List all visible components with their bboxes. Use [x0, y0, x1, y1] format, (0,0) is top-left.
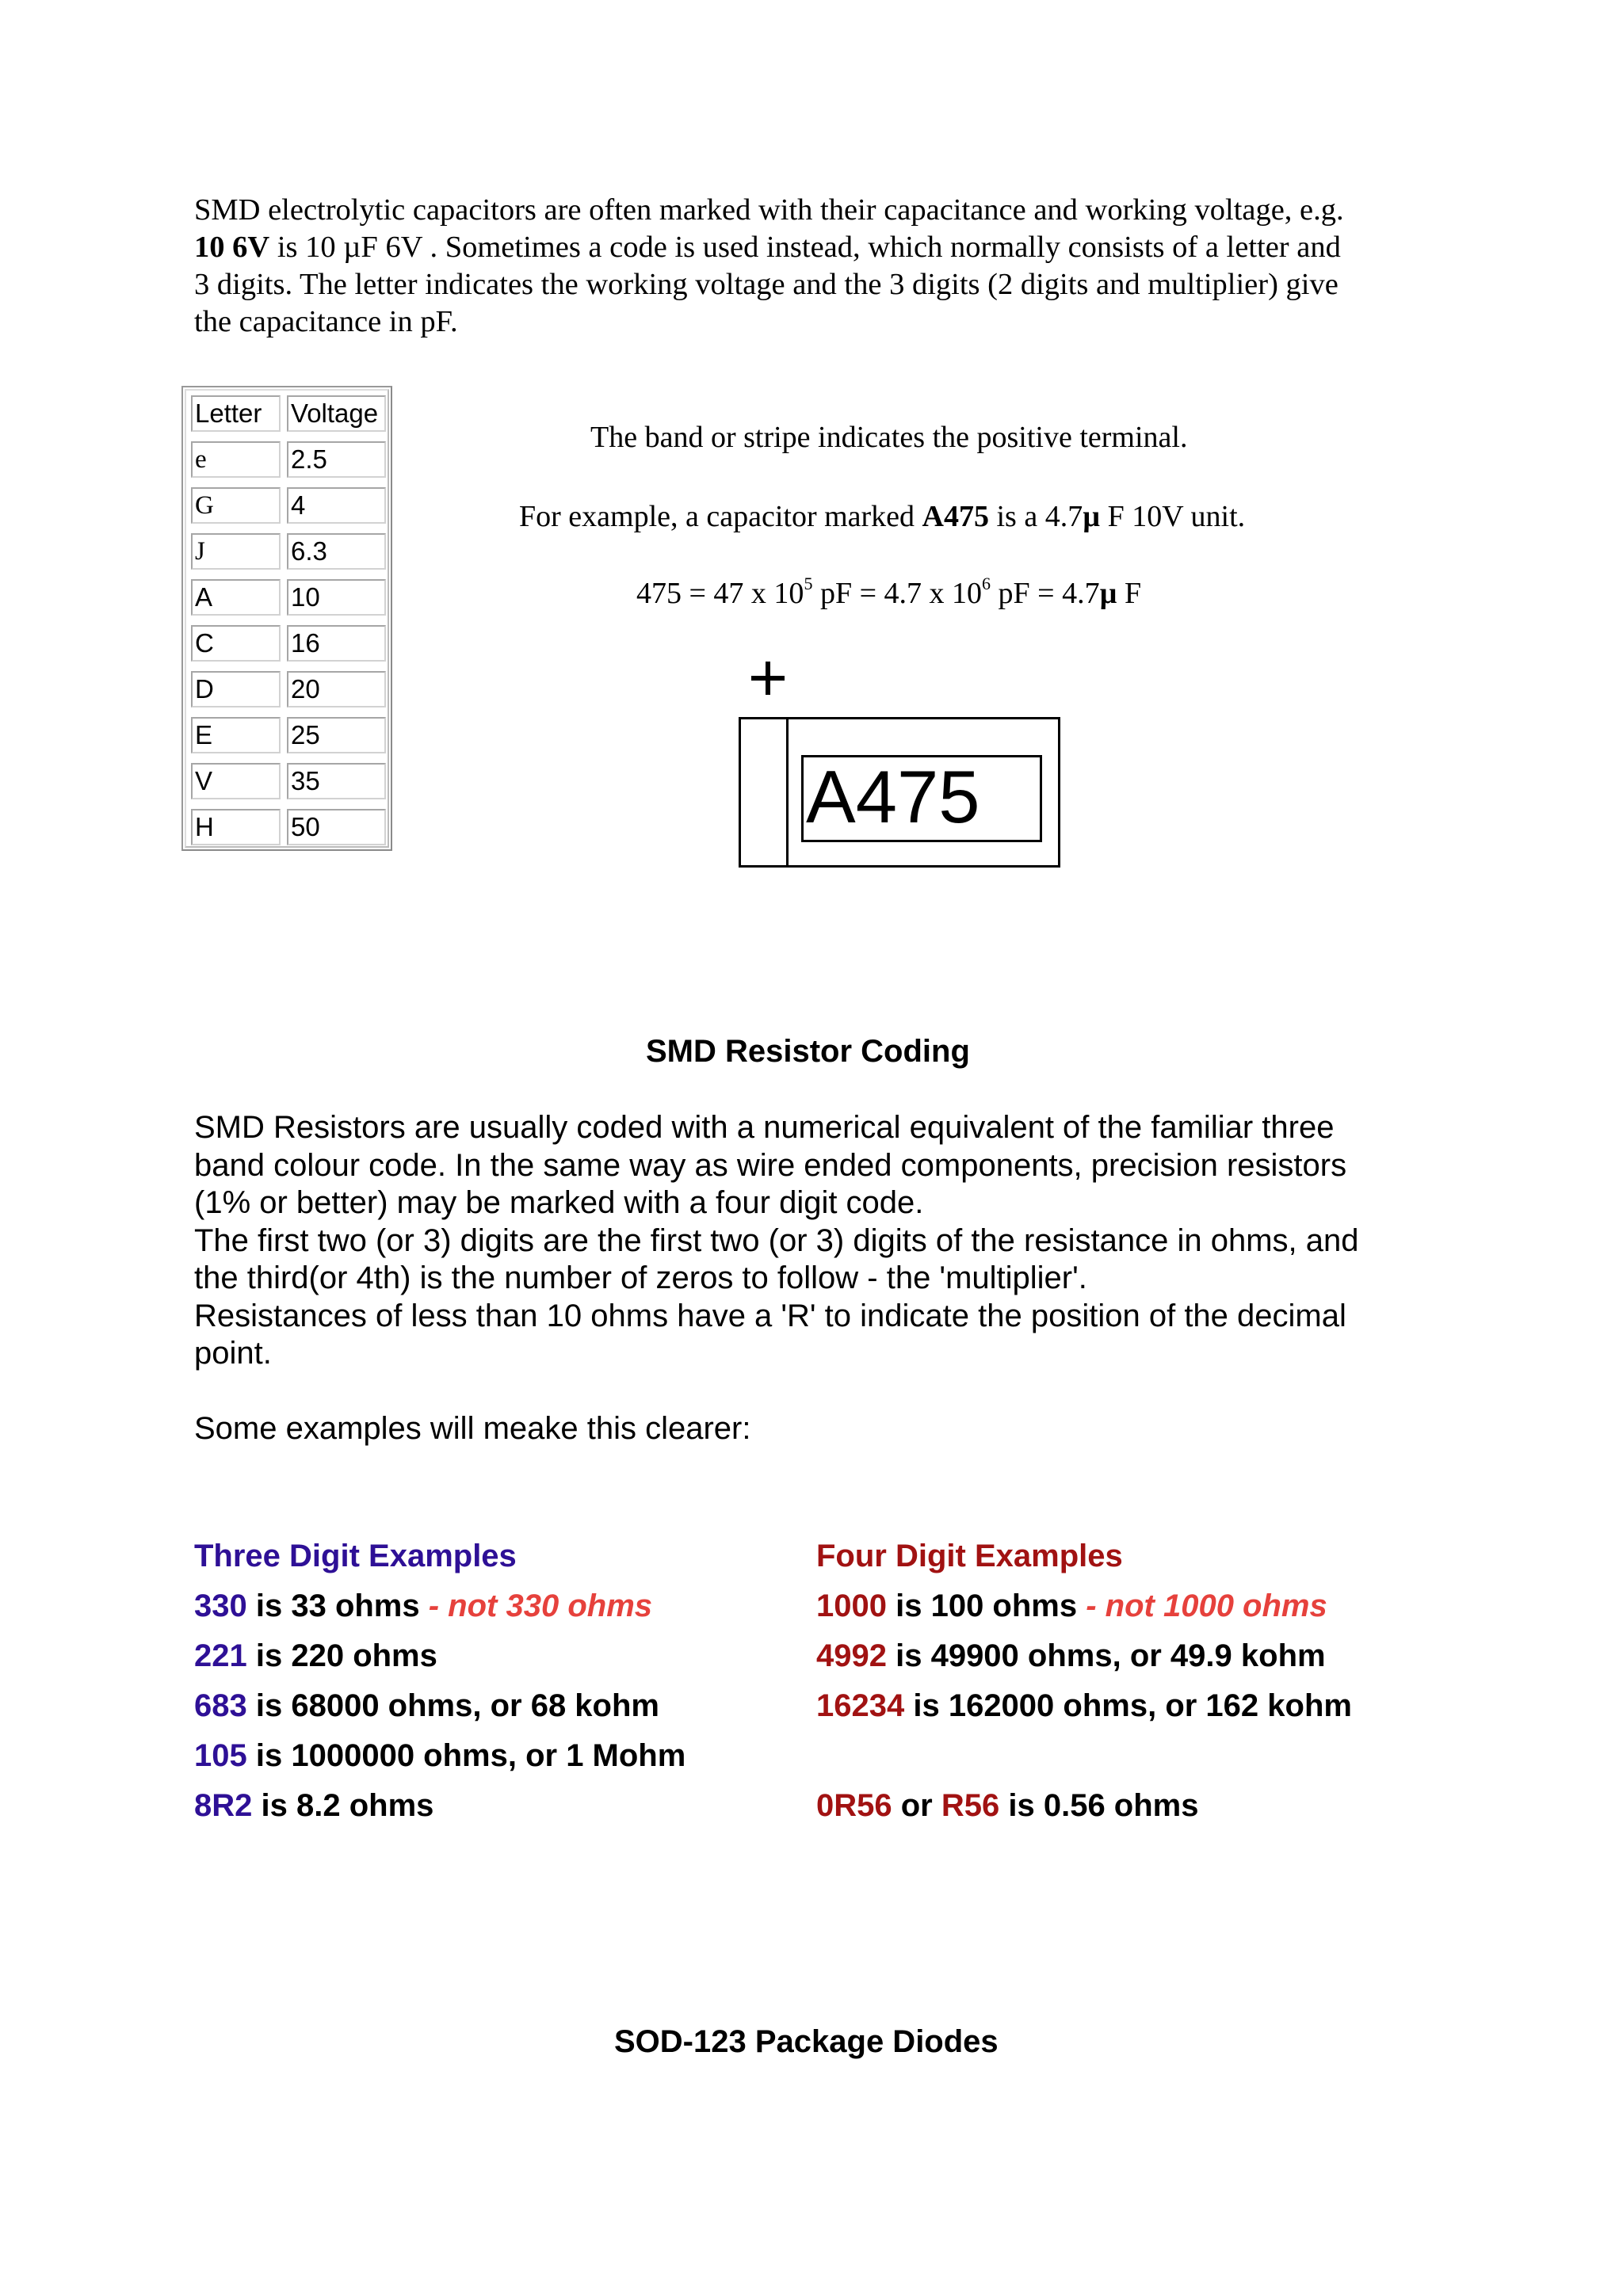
table-header-letter: Letter: [191, 395, 281, 432]
example-code: 683: [194, 1688, 247, 1723]
capacitor-example: [519, 499, 1245, 534]
example-code: R56: [941, 1788, 1000, 1823]
micro-symbol: µ: [1083, 500, 1101, 533]
table-row: [191, 717, 386, 753]
table-row: [191, 625, 386, 662]
three-digit-title: Three Digit Examples: [194, 1539, 517, 1573]
example-line: [816, 1687, 1352, 1737]
example-value: is 162000 ohms, or 162 kohm: [904, 1688, 1352, 1723]
table-header-voltage: Voltage: [287, 395, 386, 432]
example-line: [816, 1637, 1352, 1687]
example-line: [194, 1637, 685, 1687]
table-cell-letter: G: [191, 487, 281, 524]
diodes-heading: SOD-123 Package Diodes: [614, 2024, 999, 2059]
example-line: [816, 1587, 1352, 1637]
table-row: [191, 487, 386, 524]
intro-example-code: 10 6V: [194, 231, 270, 264]
example-connector: or: [892, 1788, 941, 1823]
example-text: F 10V unit.: [1100, 500, 1246, 533]
table-cell-letter: J: [191, 533, 281, 570]
paragraph-line: the third(or 4th) is the number of zeros to follow - the 'multiplier'.: [194, 1261, 1087, 1295]
paragraph-line: The first two (or 3) digits are the first two (or 3) digits of the resistance in ohms, and: [194, 1222, 1359, 1258]
table-cell-letter: E: [191, 717, 281, 753]
example-code: 1000: [816, 1589, 887, 1623]
example-note: - not 1000 ohms: [1077, 1589, 1327, 1623]
table-row: [191, 441, 386, 478]
table-row: [191, 763, 386, 799]
three-digit-examples: [194, 1537, 685, 1836]
table-cell-voltage: 25: [287, 717, 386, 753]
example-note: - not 330 ohms: [419, 1589, 653, 1623]
example-line: [194, 1737, 685, 1787]
example-code: 105: [194, 1738, 247, 1773]
paragraph-line: Resistances of less than 10 ohms have a 'R' to indicate the position of the decimal: [194, 1298, 1346, 1333]
capacitance-formula: [636, 576, 1141, 611]
table-cell-letter: C: [191, 625, 281, 662]
table-header-row: [191, 395, 386, 432]
example-code: 221: [194, 1638, 247, 1673]
table-row: [191, 579, 386, 616]
table-cell-voltage: 16: [287, 625, 386, 662]
four-digit-title: Four Digit Examples: [816, 1539, 1123, 1573]
table-cell-voltage: 4: [287, 487, 386, 524]
example-value: is 100 ohms: [886, 1589, 1078, 1623]
band-description: The band or stripe indicates the positive terminal.: [590, 421, 1188, 454]
capacitor-polarity-band: [786, 717, 789, 868]
table-cell-voltage: 50: [287, 809, 386, 845]
formula-part: F: [1117, 577, 1142, 610]
table-row: [191, 671, 386, 707]
intro-paragraph: [194, 192, 1446, 341]
example-line: [816, 1787, 1352, 1836]
example-code: A475: [922, 500, 989, 533]
table-cell-letter: H: [191, 809, 281, 845]
intro-line: [194, 229, 1446, 266]
table-row: [191, 809, 386, 845]
table-cell-voltage: 6.3: [287, 533, 386, 570]
example-text: For example, a capacitor marked: [519, 500, 922, 533]
examples-intro: Some examples will meake this clearer:: [194, 1411, 751, 1446]
capacitor-marking: A475: [801, 755, 1042, 842]
example-code: 4992: [816, 1638, 887, 1673]
table-cell-voltage: 2.5: [287, 441, 386, 478]
table-cell-voltage: 35: [287, 763, 386, 799]
example-line: [194, 1787, 685, 1836]
plus-icon: [751, 662, 785, 695]
table-cell-voltage: 10: [287, 579, 386, 616]
example-code: 16234: [816, 1688, 905, 1723]
table-cell-voltage: 20: [287, 671, 386, 707]
table-cell-letter: e: [191, 441, 281, 478]
intro-line: the capacitance in pF.: [194, 305, 458, 338]
intro-line: SMD electrolytic capacitors are often marked with their capacitance and working voltage, e.g.: [194, 193, 1344, 227]
example-value: is 33 ohms: [246, 1589, 420, 1623]
spacer: [194, 1373, 1462, 1411]
paragraph-line: (1% or better) may be marked with a four digit code.: [194, 1185, 924, 1220]
formula-exponent: 6: [982, 574, 991, 593]
table-cell-letter: V: [191, 763, 281, 799]
example-value: is 49900 ohms, or 49.9 kohm: [886, 1638, 1326, 1673]
spacer: [816, 1737, 1352, 1787]
micro-symbol: µ: [1099, 577, 1117, 610]
voltage-code-table: [181, 386, 392, 851]
table-cell-letter: A: [191, 579, 281, 616]
table-row: [191, 533, 386, 570]
formula-part: pF = 4.7 x 10: [812, 577, 983, 610]
example-value: is 220 ohms: [246, 1638, 437, 1673]
example-code: 0R56: [816, 1788, 892, 1823]
example-text: is a 4.7: [989, 500, 1083, 533]
intro-text: is 10 µF 6V . Sometimes a code is used instead, which normally consists of a letter and: [269, 231, 1341, 264]
formula-exponent: 5: [804, 574, 813, 593]
example-value: is 68000 ohms, or 68 kohm: [246, 1688, 659, 1723]
resistor-description: [194, 1109, 1462, 1448]
four-digit-examples: [816, 1537, 1352, 1836]
formula-part: 475 = 47 x 10: [636, 577, 804, 610]
paragraph-line: point.: [194, 1336, 272, 1371]
intro-line: 3 digits. The letter indicates the working voltage and the 3 digits (2 digits and multiplier) give: [194, 268, 1338, 301]
paragraph-line: band colour code. In the same way as wire ended components, precision resistors: [194, 1147, 1347, 1183]
example-code: 330: [194, 1589, 247, 1623]
formula-part: pF = 4.7: [991, 577, 1100, 610]
table-cell-letter: D: [191, 671, 281, 707]
example-code: 8R2: [194, 1788, 253, 1823]
example-line: [194, 1587, 685, 1637]
example-value: is 0.56 ohms: [999, 1788, 1199, 1823]
example-value: is 1000000 ohms, or 1 Mohm: [246, 1738, 686, 1773]
resistor-heading: SMD Resistor Coding: [646, 1034, 970, 1069]
example-line: [194, 1687, 685, 1737]
paragraph-line: SMD Resistors are usually coded with a numerical equivalent of the familiar three: [194, 1110, 1335, 1145]
example-value: is 8.2 ohms: [252, 1788, 434, 1823]
